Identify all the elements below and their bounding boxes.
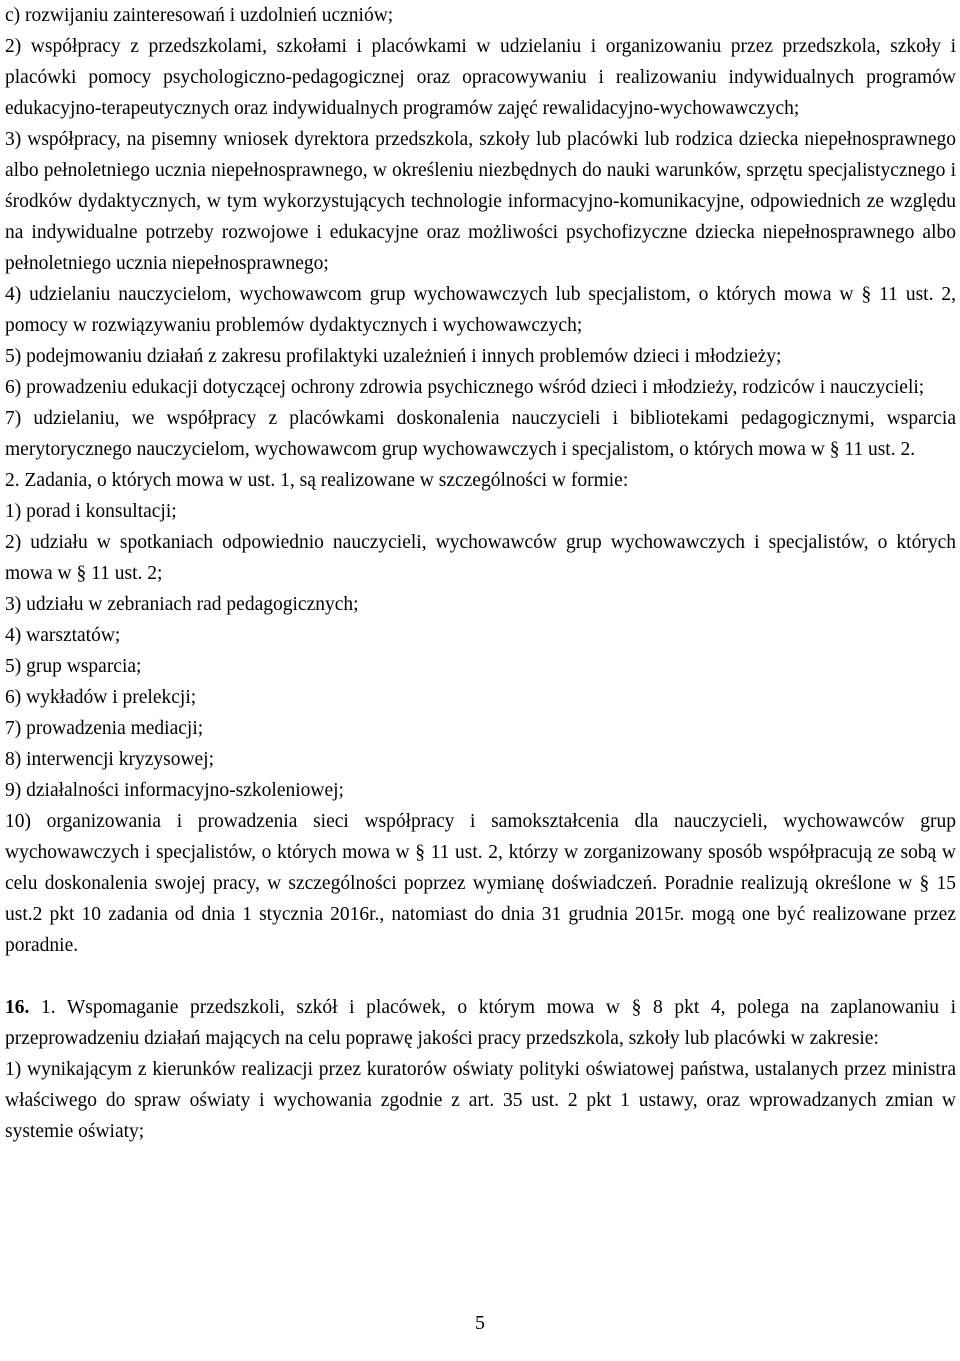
section-16-text: 1. Wspomaganie przedszkoli, szkół i placówek, o którym mowa w § 8 pkt 4, polega na zaplanowaniu i przeprowadzeniu działań mających na celu poprawę jakości pracy przedszkola, szkoły lub placówki w zakresie: <box>5 997 956 1049</box>
paragraph-7: 7) udzielaniu, we współpracy z placówkami doskonalenia nauczycieli i bibliotekami pedagogicznymi, wsparcia merytorycznego nauczycielom, wychowawcom grup wychowawczych i specjalistom, o których mowa w § 11 ust. 2. <box>5 408 956 460</box>
list-item-6: 6) wykładów i prelekcji; <box>5 687 197 708</box>
paragraph-2: 2) współpracy z przedszkolami, szkołami i placówkami w udzielaniu i organizowaniu przez przedszkola, szkoły i placówki pomocy psychologiczno-pedagogicznej oraz opracowywaniu i realizowaniu indywidualnych programów edukacyjno-terapeutycznych oraz indywidualnych programów zajęć rewalidacyjno-wychowawczych; <box>5 36 956 119</box>
paragraph-c: c) rozwijaniu zainteresowań i uzdolnień uczniów; <box>5 5 394 26</box>
paragraph-6: 6) prowadzeniu edukacji dotyczącej ochrony zdrowia psychicznego wśród dzieci i młodzieży, rodziców i nauczycieli; <box>5 377 925 398</box>
list-item-4: 4) warsztatów; <box>5 625 121 646</box>
list-item-1: 1) porad i konsultacji; <box>5 501 177 522</box>
paragraph-3: 3) współpracy, na pisemny wniosek dyrektora przedszkola, szkoły lub placówki lub rodzica dziecka niepełnosprawnego albo pełnoletniego ucznia niepełnosprawnego, w określeniu niezbędnych do nauki warunków, sprzętu specjalistycznego i środków dydaktycznych, w tym wykorzystujących technologie informacyjno-komunikacyjne, odpowiednich ze względu na indywidualne potrzeby rozwojowe i edukacyjne oraz możliwości psychofizyczne dziecka niepełnosprawnego albo pełnoletniego ucznia niepełnosprawnego; <box>5 129 956 274</box>
list-item-10: 10) organizowania i prowadzenia sieci współpracy i samokształcenia dla nauczycieli, wychowawców grup wychowawczych i specjalistów, o których mowa w § 11 ust. 2, którzy w zorganizowany sposób współpracują ze sobą w celu doskonalenia swojej pracy, w szczególności poprzez wymianę doświadczeń. Poradnie realizują określone w § 15 ust.2 pkt 10 zadania od dnia 1 stycznia 2016r., natomiast do dnia 31 grudnia 2015r. mogą one być realizowane przez poradnie. <box>5 811 956 956</box>
list-item-5: 5) grup wsparcia; <box>5 656 142 677</box>
section-16 <box>5 992 956 1054</box>
section-16-number: 16. <box>5 997 30 1018</box>
list-item-8: 8) interwencji kryzysowej; <box>5 749 215 770</box>
paragraph-4: 4) udzielaniu nauczycielom, wychowawcom grup wychowawczych lub specjalistom, o których mowa w § 11 ust. 2, pomocy w rozwiązywaniu problemów dydaktycznych i wychowawczych; <box>5 284 956 336</box>
paragraph-gap <box>5 961 956 992</box>
paragraph-5: 5) podejmowaniu działań z zakresu profilaktyki uzależnień i innych problemów dzieci i młodzieży; <box>5 346 782 367</box>
paragraph-ust-2: 2. Zadania, o których mowa w ust. 1, są realizowane w szczególności w formie: <box>5 470 629 491</box>
page-number: 5 <box>475 1312 485 1334</box>
document-page <box>5 0 956 1147</box>
list-item-3: 3) udziału w zebraniach rad pedagogicznych; <box>5 594 359 615</box>
list-item-9: 9) działalności informacyjno-szkoleniowej; <box>5 780 344 801</box>
list-item-2: 2) udziału w spotkaniach odpowiednio nauczycieli, wychowawców grup wychowawczych i specjalistów, o których mowa w § 11 ust. 2; <box>5 532 956 584</box>
section-16-item-1: 1) wynikającym z kierunków realizacji przez kuratorów oświaty polityki oświatowej państwa, ustalanych przez ministra właściwego do spraw oświaty i wychowania zgodnie z art. 35 ust. 2 pkt 1 ustawy, oraz wprowadzanych zmian w systemie oświaty; <box>5 1059 956 1142</box>
list-item-7: 7) prowadzenia mediacji; <box>5 718 204 739</box>
